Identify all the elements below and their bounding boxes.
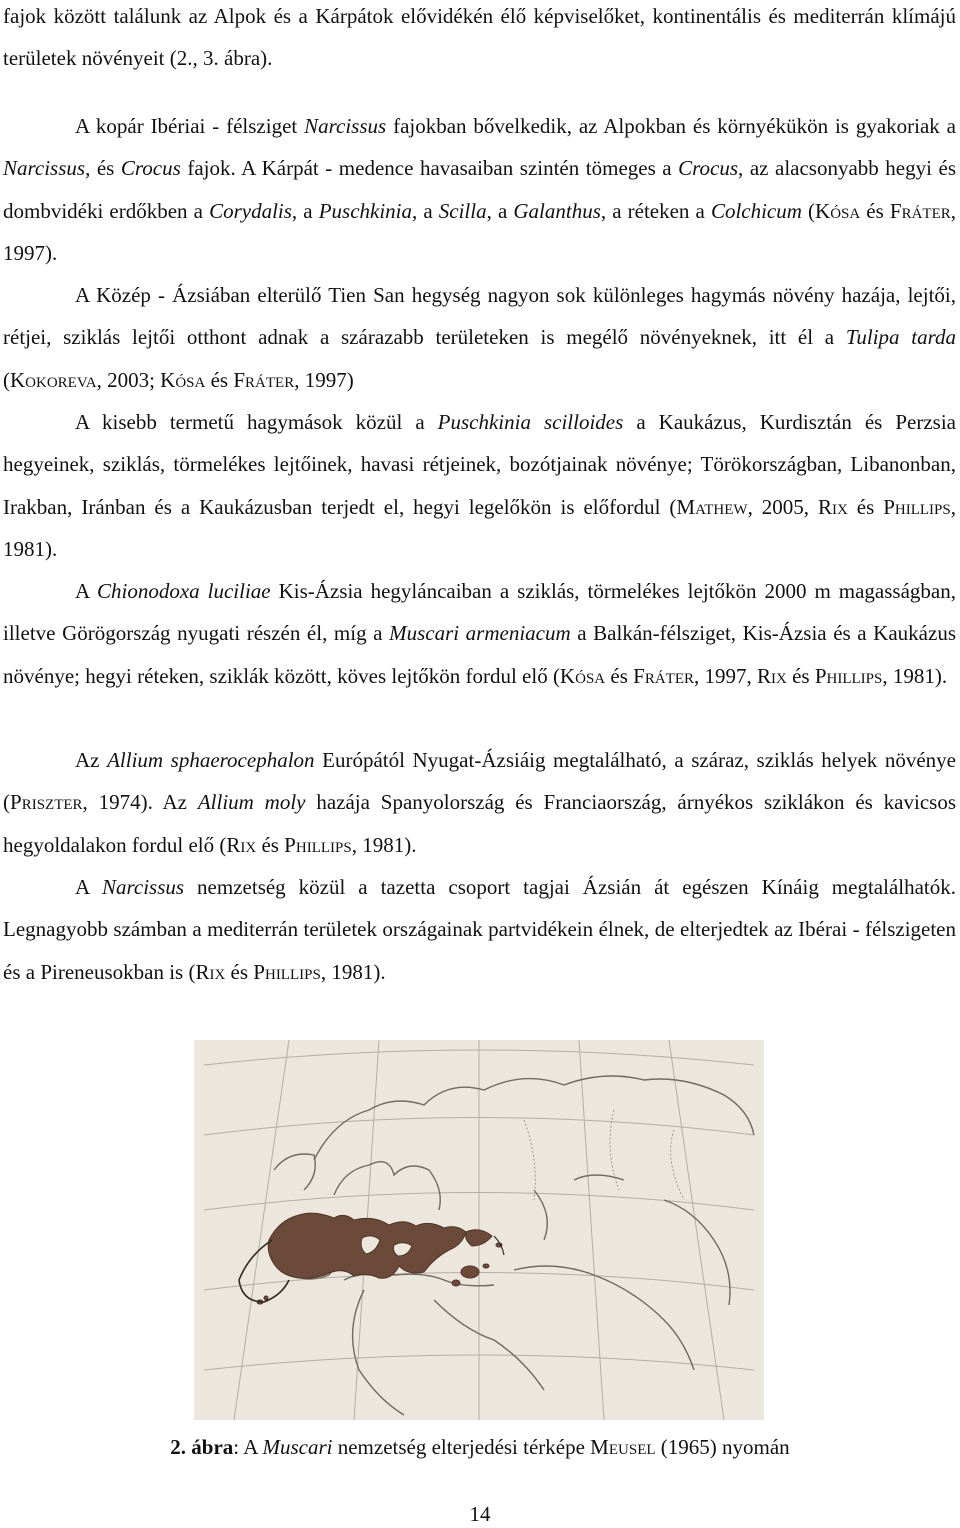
text-run: , a réteken a	[600, 198, 711, 223]
author-name: hillips	[826, 663, 883, 688]
text-run: hazája Spanyolország és Franciaország, árnyékos sziklákon és kavicsos hegyoldalakon fordul elő (R	[3, 790, 956, 857]
author-name: ix	[209, 959, 226, 984]
italic-term: Narcissus	[102, 875, 185, 899]
author-name: ráter	[245, 367, 295, 392]
italic-term: Allium moly	[197, 790, 306, 815]
caption-text: nemzetség elterjedési térképe M	[332, 1435, 609, 1459]
author-name: ósa	[175, 367, 206, 392]
text-run: , és	[85, 156, 121, 181]
text-run: fajok között találunk az Alpok és a Kárpátok elővidékén élő képviselőket, kontinentális és mediterrán klímájú területek növényeit (2., 3. ábra).	[3, 4, 956, 71]
text-run: , a	[291, 198, 319, 223]
figure-caption	[0, 1432, 960, 1462]
paragraph-4	[3, 570, 956, 697]
text-run: A kisebb termetű hagymások közül a	[75, 410, 438, 434]
text-run: a Kaukázus, Kurdisztán és Perzsia hegyeinek, sziklás, törmelékes lejtőinek, havasi rétjeinek, bozótjainak növénye; Törökországban, Libanonban, Irakban, Iránban és a Kaukázusban terjedt el, hegyi legelőkön is előfordul (M	[3, 410, 956, 519]
italic-term: Puschkinia scilloides	[437, 410, 624, 434]
author-name: ix	[240, 832, 257, 857]
caption-tail: (1965) nyomán	[655, 1435, 790, 1459]
text-run: fajok. A Kárpát - medence havasaiban szintén tömeges a	[180, 156, 679, 181]
paragraph-1	[3, 105, 956, 275]
author-name: hillips	[295, 832, 352, 857]
text-run: Kis-Ázsia hegyláncaiban a sziklás, törmelékes lejtőkön 2000 m magasságban, illetve Görögország nyugati részén él, míg a	[3, 579, 956, 646]
text-run: a Balkán-félsziget, Kis-Ázsia és a Kaukázus növénye; hegyi réteken, sziklák között, köves lejtőkön fordul elő (K	[3, 621, 956, 688]
author-name: athew	[695, 494, 748, 519]
text-run: , 1981).	[882, 663, 948, 688]
italic-term: Crocus	[678, 156, 739, 181]
text-run: , az alacsonyabb hegyi és dombvidéki erdőkben a	[3, 156, 956, 223]
paragraph-2	[3, 274, 956, 401]
author-name: hillips	[894, 494, 951, 519]
text-run: , 1997)	[294, 367, 354, 392]
text-run: és P	[256, 832, 296, 857]
text-run: és F	[860, 198, 902, 223]
text-run: , 1981).	[320, 959, 386, 984]
author-name: ix	[831, 494, 848, 519]
author-name: okoreva	[25, 367, 97, 392]
author-name: ósa	[575, 663, 606, 688]
text-run: A Közép - Ázsiában elterülő Tien San hegység nagyon sok különleges hagymás növény hazája, lejtői, rétjei, sziklás lejtői otthont adnak a szárazabb területeken is megélő növényeknek, itt él a	[3, 283, 956, 350]
italic-term: Corydalis	[209, 198, 292, 223]
text-run: (K	[801, 198, 831, 223]
text-run: (K	[3, 367, 26, 392]
italic-term: Chionodoxa luciliae	[97, 579, 271, 603]
text-run: , 1974). Az	[82, 790, 198, 815]
italic-term: Crocus	[120, 156, 181, 181]
text-run: A	[75, 579, 97, 603]
author-name: ósa	[830, 198, 861, 223]
text-run: és F	[205, 367, 246, 392]
italic-term: Narcissus	[3, 156, 86, 181]
text-run: és P	[847, 494, 895, 519]
italic-term: Muscari armeniacum	[389, 621, 571, 646]
text-run: Európától Nyugat-Ázsiáig megtalálható, a száraz, sziklás helyek növénye (P	[3, 748, 956, 815]
text-run: , 1997).	[3, 198, 956, 266]
italic-term: Tulipa tarda	[845, 325, 956, 350]
figure-label: 2. ábra	[170, 1435, 234, 1459]
caption-author: eusel	[608, 1435, 656, 1459]
text-run: , 1997, R	[693, 663, 771, 688]
text-run: A kopár Ibériai - félsziget	[75, 114, 305, 138]
text-run: Az	[75, 748, 108, 772]
paragraph-0	[3, 0, 956, 80]
text-run: , a	[412, 198, 439, 223]
text-run: és P	[225, 959, 265, 984]
author-name: ix	[771, 663, 787, 688]
distribution-map	[194, 1040, 764, 1420]
author-name: ráter	[901, 198, 951, 223]
text-run: A	[75, 875, 102, 899]
text-run: , 2003; K	[96, 367, 176, 392]
text-run: és F	[605, 663, 645, 688]
caption-separator: : A	[233, 1435, 263, 1459]
author-name: hillips	[264, 959, 321, 984]
paragraph-6	[3, 866, 956, 993]
caption-genus: Muscari	[262, 1435, 333, 1459]
text-run: , a	[486, 198, 514, 223]
italic-term: Allium sphaerocephalon	[107, 748, 315, 772]
italic-term: Galanthus	[513, 198, 601, 223]
text-run: fajokban bővelkedik, az Alpokban és környékükön is gyakoriak a	[386, 114, 957, 138]
text-run: és P	[786, 663, 827, 688]
italic-term: Puschkinia	[318, 198, 412, 223]
paragraph-5	[3, 739, 956, 866]
text-run: , 1981).	[351, 832, 417, 857]
author-name: ráter	[644, 663, 694, 688]
author-name: riszter	[21, 790, 83, 815]
text-run: nemzetség közül a tazetta csoport tagjai Ázsián át egészen Kínáig megtalálhatók. Legnagyobb számban a mediterrán területek országainak partvidékein élnek, de elterjedtek az Ibérai - félszigeten és a Pireneusokban is (R	[3, 875, 957, 984]
italic-term: Colchicum	[710, 198, 802, 223]
text-run: , 2005, R	[747, 494, 832, 519]
text-run: , 1981).	[3, 494, 956, 562]
italic-term: Scilla	[438, 198, 487, 223]
page-number: 14	[469, 1502, 491, 1526]
italic-term: Narcissus	[304, 114, 387, 138]
paragraph-3	[3, 401, 956, 571]
